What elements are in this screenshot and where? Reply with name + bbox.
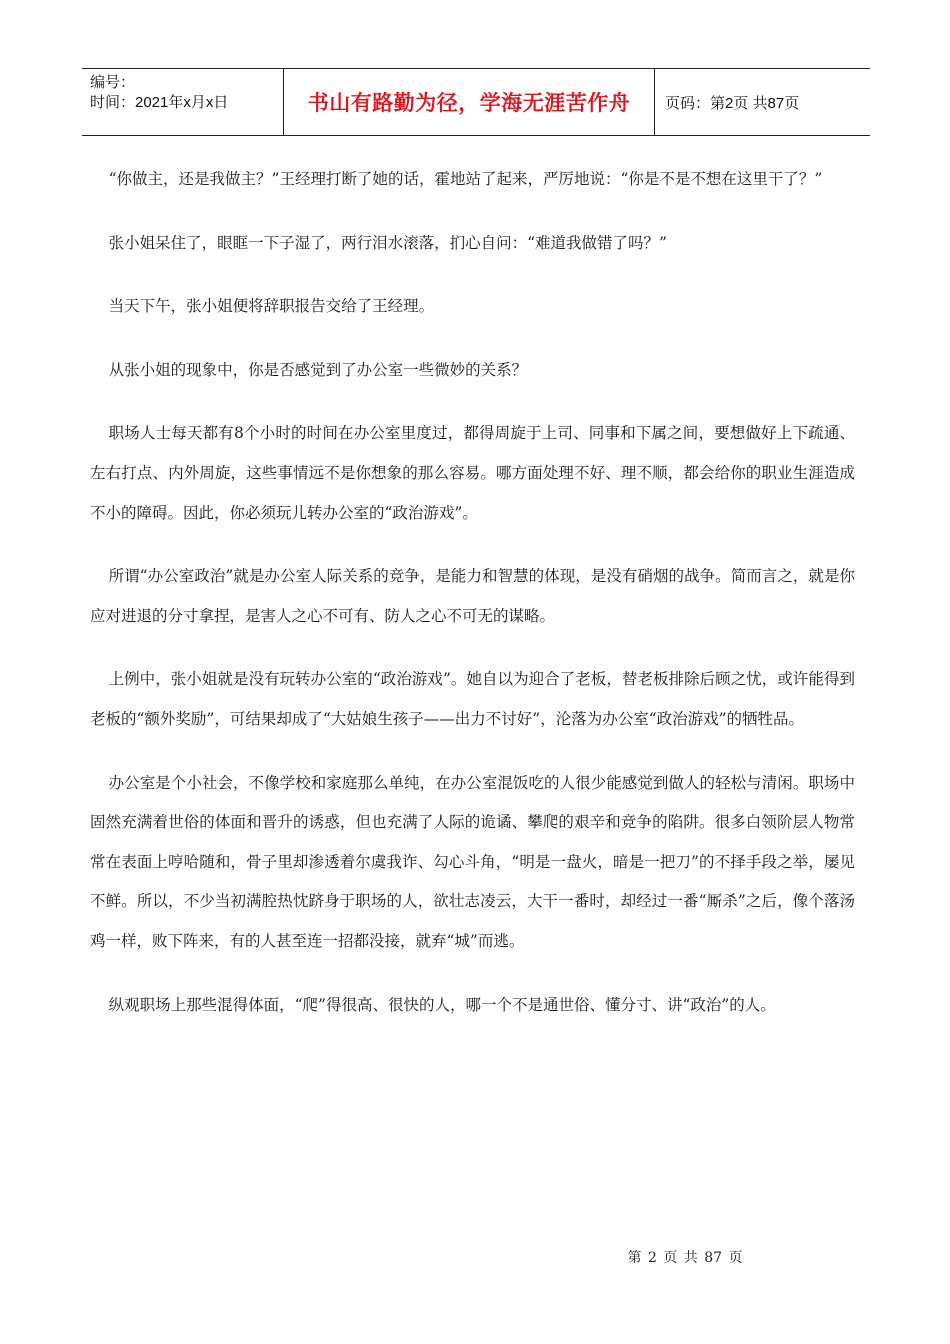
document-body [90, 160, 855, 1049]
paragraph: 当天下午，张小姐便将辞职报告交给了王经理。 [108, 297, 435, 316]
paragraph: 纵观职场上那些混得体面，“爬”得很高、很快的人，哪一个不是通世俗、懂分寸、讲“政治”的人。 [108, 995, 776, 1014]
header-info-cell [82, 69, 284, 135]
page-header [82, 68, 870, 136]
paragraph: “你做主，还是我做主？”王经理打断了她的话，霍地站了起来，严厉地说：“你是不是不想在这里干了？” [108, 170, 823, 188]
header-page-label: 页码：第2页 共87页 [665, 94, 800, 112]
paragraph: 张小姐呆住了，眼眶一下子湿了，两行泪水滚落，扪心自问：“难道我做错了吗？” [108, 233, 667, 252]
page-footer [0, 1247, 950, 1267]
paragraph: 职场人士每天都有8个小时的时间在办公室里度过，都得周旋于上司、同事和下属之间，要想做好上下疏通、左右打点、内外周旋，这些事情远不是你想象的那么容易。哪方面处理不好、理不顺，都会给你的职业生涯造成不小的障碍。因此，你必须玩儿转办公室的“政治游戏”。 [90, 424, 855, 522]
footer-page-number: 第 2 页 共 87 页 [627, 1250, 743, 1266]
motto-text: 书山有路勤为径，学海无涯苦作舟 [307, 91, 631, 115]
header-page-cell [655, 69, 870, 135]
paragraph: 办公室是个小社会，不像学校和家庭那么单纯，在办公室混饭吃的人很少能感觉到做人的轻松与清闲。职场中固然充满着世俗的体面和晋升的诱惑，但也充满了人际的诡谲、攀爬的艰辛和竞争的陷阱。很多白领阶层人物常常在表面上哼哈随和，骨子里却渗透着尔虞我诈、勾心斗角，“明是一盘火，暗是一把刀”的不择手段之举，屡见不鲜。所以，不少当初满腔热忱跻身于职场的人，欲壮志凌云，大干一番时，却经过一番“厮杀”之后，像个落汤鸡一样，败下阵来，有的人甚至连一招都没接，就弃“城”而逃。 [90, 773, 855, 950]
document-number-label: 编号： [90, 74, 136, 91]
document-date-label: 时间：2021年x月x日 [90, 94, 229, 111]
paragraph: 所谓“办公室政治”就是办公室人际关系的竞争，是能力和智慧的体现，是没有硝烟的战争。简而言之，就是你应对进退的分寸拿捏，是害人之心不可有、防人之心不可无的谋略。 [90, 567, 855, 625]
header-motto-cell [284, 69, 655, 135]
paragraph: 从张小姐的现象中，你是否感觉到了办公室一些微妙的关系？ [108, 360, 528, 379]
paragraph: 上例中，张小姐就是没有玩转办公室的“政治游戏”。她自以为迎合了老板，替老板排除后顾之忧，或许能得到老板的“额外奖励”，可结果却成了“大姑娘生孩子——出力不讨好”，沦落为办公室“政治游戏”的牺牲品。 [90, 670, 855, 728]
